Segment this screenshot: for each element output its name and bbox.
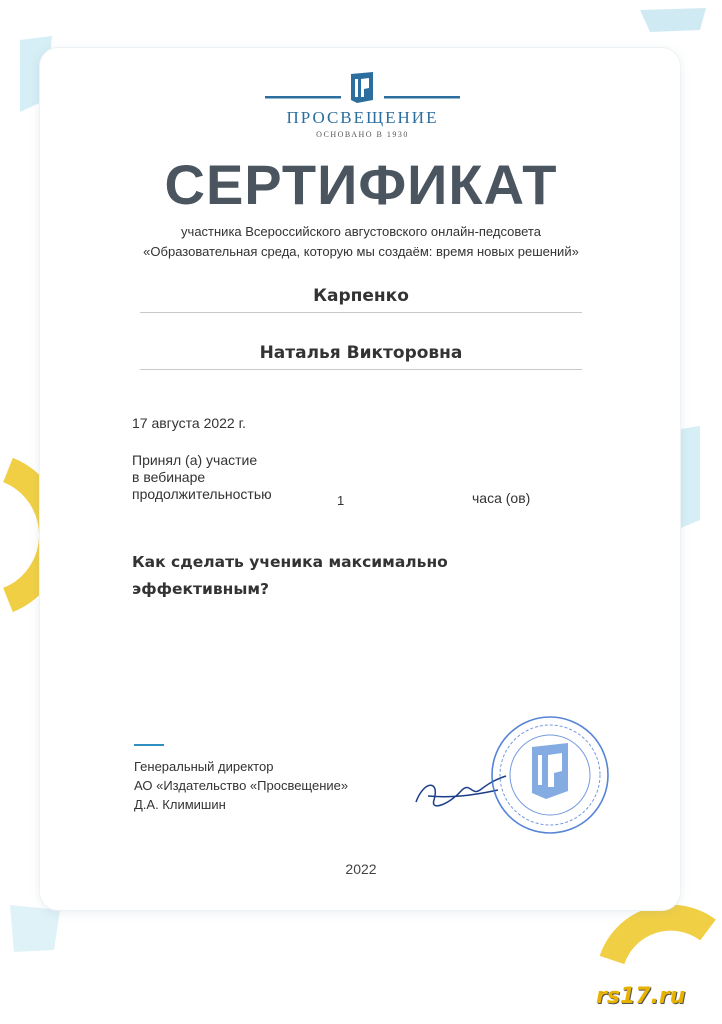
participation-line-2: в вебинаре: [132, 469, 206, 485]
signatory-organization: АО «Издательство «Просвещение»: [134, 778, 349, 793]
recipient-given-names: Наталья Викторовна: [140, 343, 582, 370]
logo-tagline: ОСНОВАНО В 1930: [316, 130, 409, 139]
recipient-surname: Карпенко: [140, 286, 582, 313]
certificate-year: 2022: [345, 861, 377, 877]
duration-unit: часа (ов): [472, 490, 531, 506]
certificate-title: СЕРТИФИКАТ: [164, 153, 558, 216]
signatory-name: Д.А. Климишин: [134, 797, 226, 812]
participation-text: [132, 452, 272, 503]
subtitle-line-2: «Образовательная среда, которую мы создаём: время новых решений»: [143, 244, 579, 259]
certificate-subtitle: [0, 222, 722, 262]
ip-logo-icon: [265, 70, 460, 110]
official-stamp: [488, 713, 612, 837]
signatory-position: Генеральный директор: [134, 759, 274, 774]
participation-line-1: Принял (а) участие: [132, 452, 258, 468]
publisher-logo: [265, 70, 460, 146]
webinar-topic: Как сделать ученика максимально эффективным?: [132, 553, 448, 598]
subtitle-line-1: участника Всероссийского августовского онлайн-педсовета: [181, 224, 541, 239]
participation-line-3: продолжительностью: [132, 486, 272, 502]
certificate-date: 17 августа 2022 г.: [132, 415, 246, 431]
duration-hours: 1: [337, 493, 345, 508]
logo-name: ПРОСВЕЩЕНИЕ: [286, 108, 439, 127]
site-watermark: rs17.ru: [596, 984, 686, 1009]
signature-divider: [134, 744, 164, 746]
signatory-block: [134, 757, 348, 814]
